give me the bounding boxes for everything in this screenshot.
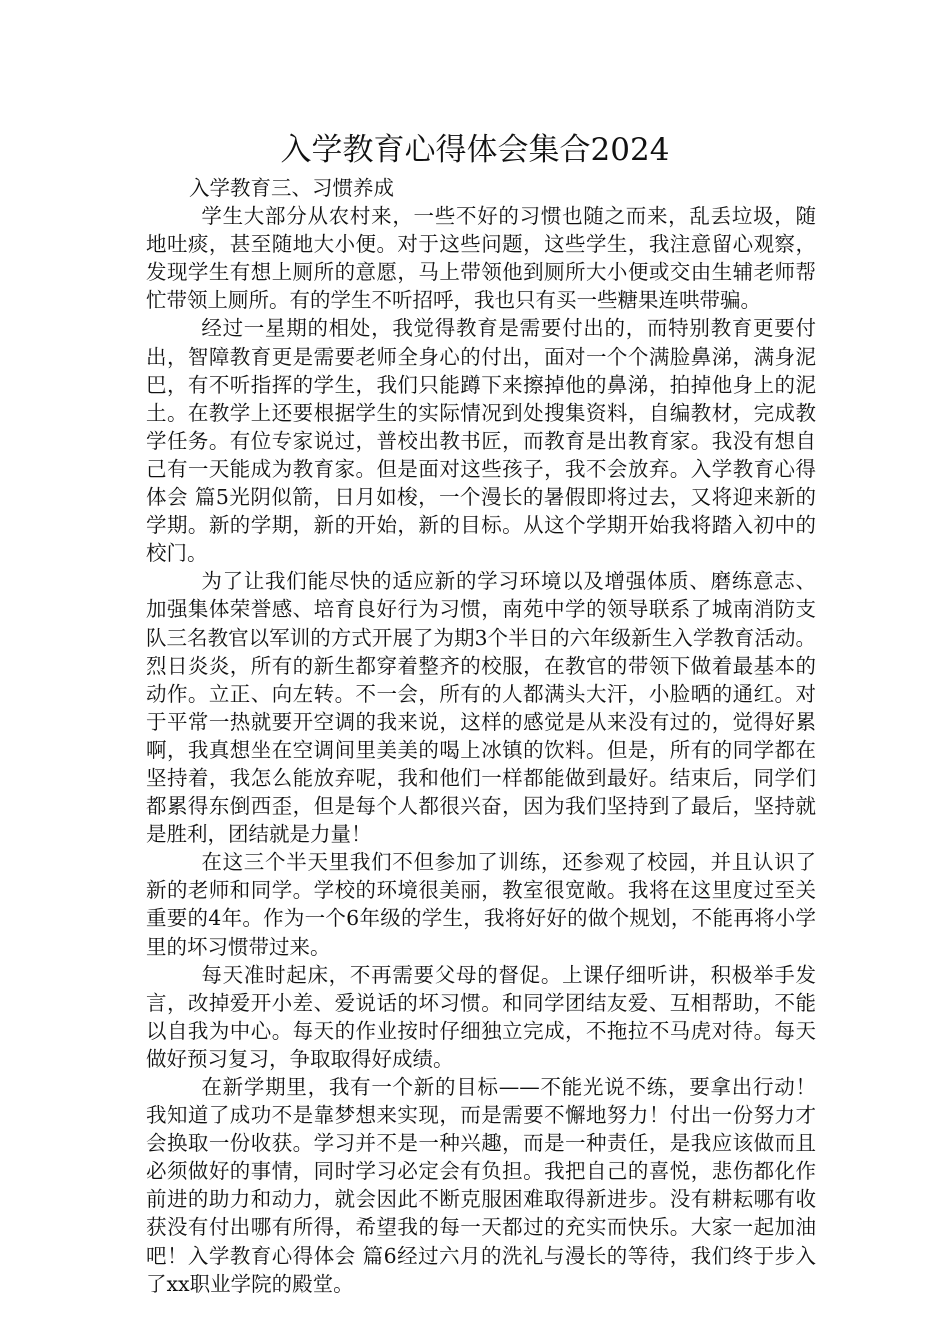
- document-title: 入学教育心得体会集合2024: [280, 132, 670, 168]
- document-body: [146, 174, 816, 1298]
- paragraph: 在这三个半天里我们不但参加了训练，还参观了校园，并且认识了新的老师和同学。学校的环境很美丽，教室很宽敞。我将在这里度过至关重要的4年。作为一个6年级的学生，我将好好的做个规划，不能再将小学里的坏习惯带过来。: [146, 850, 816, 959]
- paragraph: 在新学期里，我有一个新的目标——不能光说不练，要拿出行动！我知道了成功不是靠梦想来实现，而是需要不懈地努力！付出一份努力才会换取一份收获。学习并不是一种兴趣，而是一种责任，是我应该做而且必须做好的事情，同时学习必定会有负担。我把自己的喜悦，悲伤都化作前进的助力和动力，就会因此不断克服困难取得新进步。没有耕耘哪有收获没有付出哪有所得，希望我的每一天都过的充实而快乐。大家一起加油吧！入学教育心得体会 篇6经过六月的洗礼与漫长的等待，我们终于步入了xx职业学院的殿堂。: [146, 1075, 816, 1296]
- paragraph: 经过一星期的相处，我觉得教育是需要付出的，而特别教育更要付出，智障教育更是需要老师全身心的付出，面对一个个满脸鼻涕，满身泥巴，有不听指挥的学生，我们只能蹲下来擦掉他的鼻涕，拍掉他身上的泥土。在教学上还要根据学生的实际情况到处搜集资料，自编教材，完成教学任务。有位专家说过，普校出教书匠，而教育是出教育家。我没有想自己有一天能成为教育家。但是面对这些孩子，我不会放弃。入学教育心得体会 篇5光阴似箭，日月如梭，一个漫长的暑假即将过去，又将迎来新的学期。新的学期，新的开始，新的目标。从这个学期开始我将踏入初中的校门。: [146, 316, 816, 566]
- section-subheading: 入学教育三、习惯养成: [189, 176, 395, 200]
- paragraph: 每天准时起床，不再需要父母的督促。上课仔细听讲，积极举手发言，改掉爱开小差、爱说话的坏习惯。和同学团结友爱、互相帮助，不能以自我为中心。每天的作业按时仔细独立完成，不拖拉不马虎对待。每天做好预习复习，争取取得好成绩。: [146, 962, 816, 1071]
- paragraph: 学生大部分从农村来，一些不好的习惯也随之而来，乱丢垃圾，随地吐痰，甚至随地大小便。对于这些问题，这些学生，我注意留心观察，发现学生有想上厕所的意愿，马上带领他到厕所大小便或交由生辅老师帮忙带领上厕所。有的学生不听招呼，我也只有买一些糖果连哄带骗。: [146, 204, 816, 313]
- paragraph: 为了让我们能尽快的适应新的学习环境以及增强体质、磨练意志、加强集体荣誉感、培育良好行为习惯，南苑中学的领导联系了城南消防支队三名教官以军训的方式开展了为期3个半日的六年级新生入学教育活动。烈日炎炎，所有的新生都穿着整齐的校服，在教官的带领下做着最基本的动作。立正、向左转。不一会，所有的人都满头大汗，小脸晒的通红。对于平常一热就要开空调的我来说，这样的感觉是从来没有过的，觉得好累啊，我真想坐在空调间里美美的喝上冰镇的饮料。但是，所有的同学都在坚持着，我怎么能放弃呢，我和他们一样都能做到最好。结束后，同学们都累得东倒西歪，但是每个人都很兴奋，因为我们坚持到了最后，坚持就是胜利，团结就是力量！: [146, 569, 816, 847]
